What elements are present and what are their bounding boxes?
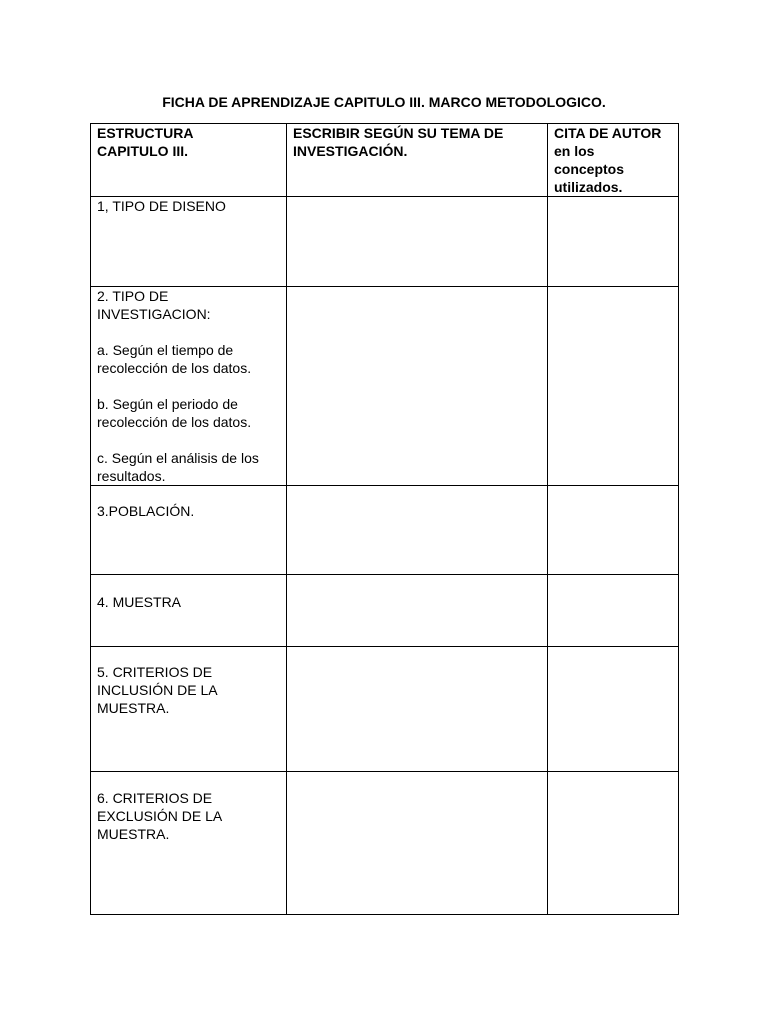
answer-cell[interactable]: [287, 575, 548, 647]
citation-cell[interactable]: [548, 647, 679, 772]
table-row: [91, 575, 679, 647]
subitem-analisis: c. Según el análisis de los resultados.: [97, 450, 259, 484]
table-row: [91, 197, 679, 287]
row-label-criterios-exclusion: 6. CRITERIOS DE EXCLUSIÓN DE LA MUESTRA.: [91, 772, 287, 915]
row-label-criterios-inclusion: 5. CRITERIOS DE INCLUSIÓN DE LA MUESTRA.: [91, 647, 287, 772]
table-row: [91, 486, 679, 575]
answer-cell[interactable]: [287, 486, 548, 575]
subitem-periodo: b. Según el periodo de recolección de los datos.: [97, 396, 252, 430]
document-title: FICHA DE APRENDIZAJE CAPITULO III. MARCO METODOLOGICO.: [162, 94, 606, 110]
subitem-tiempo: a. Según el tiempo de recolección de los datos.: [97, 342, 252, 376]
table-header-row: [91, 124, 679, 197]
row-label-tipo-investigacion-cell: [91, 287, 287, 486]
citation-cell[interactable]: [548, 287, 679, 486]
table-row: [91, 287, 679, 486]
header-cita-autor: CITA DE AUTOR en los conceptos utilizados.: [548, 124, 679, 197]
answer-cell[interactable]: [287, 287, 548, 486]
citation-cell[interactable]: [548, 575, 679, 647]
header-escribir: ESCRIBIR SEGÚN SU TEMA DE INVESTIGACIÓN.: [287, 124, 548, 197]
citation-cell[interactable]: [548, 486, 679, 575]
answer-cell[interactable]: [287, 197, 548, 287]
row-label-muestra: 4. MUESTRA: [91, 575, 287, 647]
row-label-tipo-diseno: 1, TIPO DE DISENO: [91, 197, 287, 287]
table-row: [91, 772, 679, 915]
learning-sheet-table: [90, 123, 679, 915]
answer-cell[interactable]: [287, 647, 548, 772]
citation-cell[interactable]: [548, 197, 679, 287]
header-estructura: ESTRUCTURA CAPITULO III.: [91, 124, 287, 197]
citation-cell[interactable]: [548, 772, 679, 915]
table-row: [91, 647, 679, 772]
answer-cell[interactable]: [287, 772, 548, 915]
row-label-tipo-investigacion: 2. TIPO DE INVESTIGACION:: [97, 288, 211, 322]
row-label-poblacion: 3.POBLACIÓN.: [91, 486, 287, 575]
